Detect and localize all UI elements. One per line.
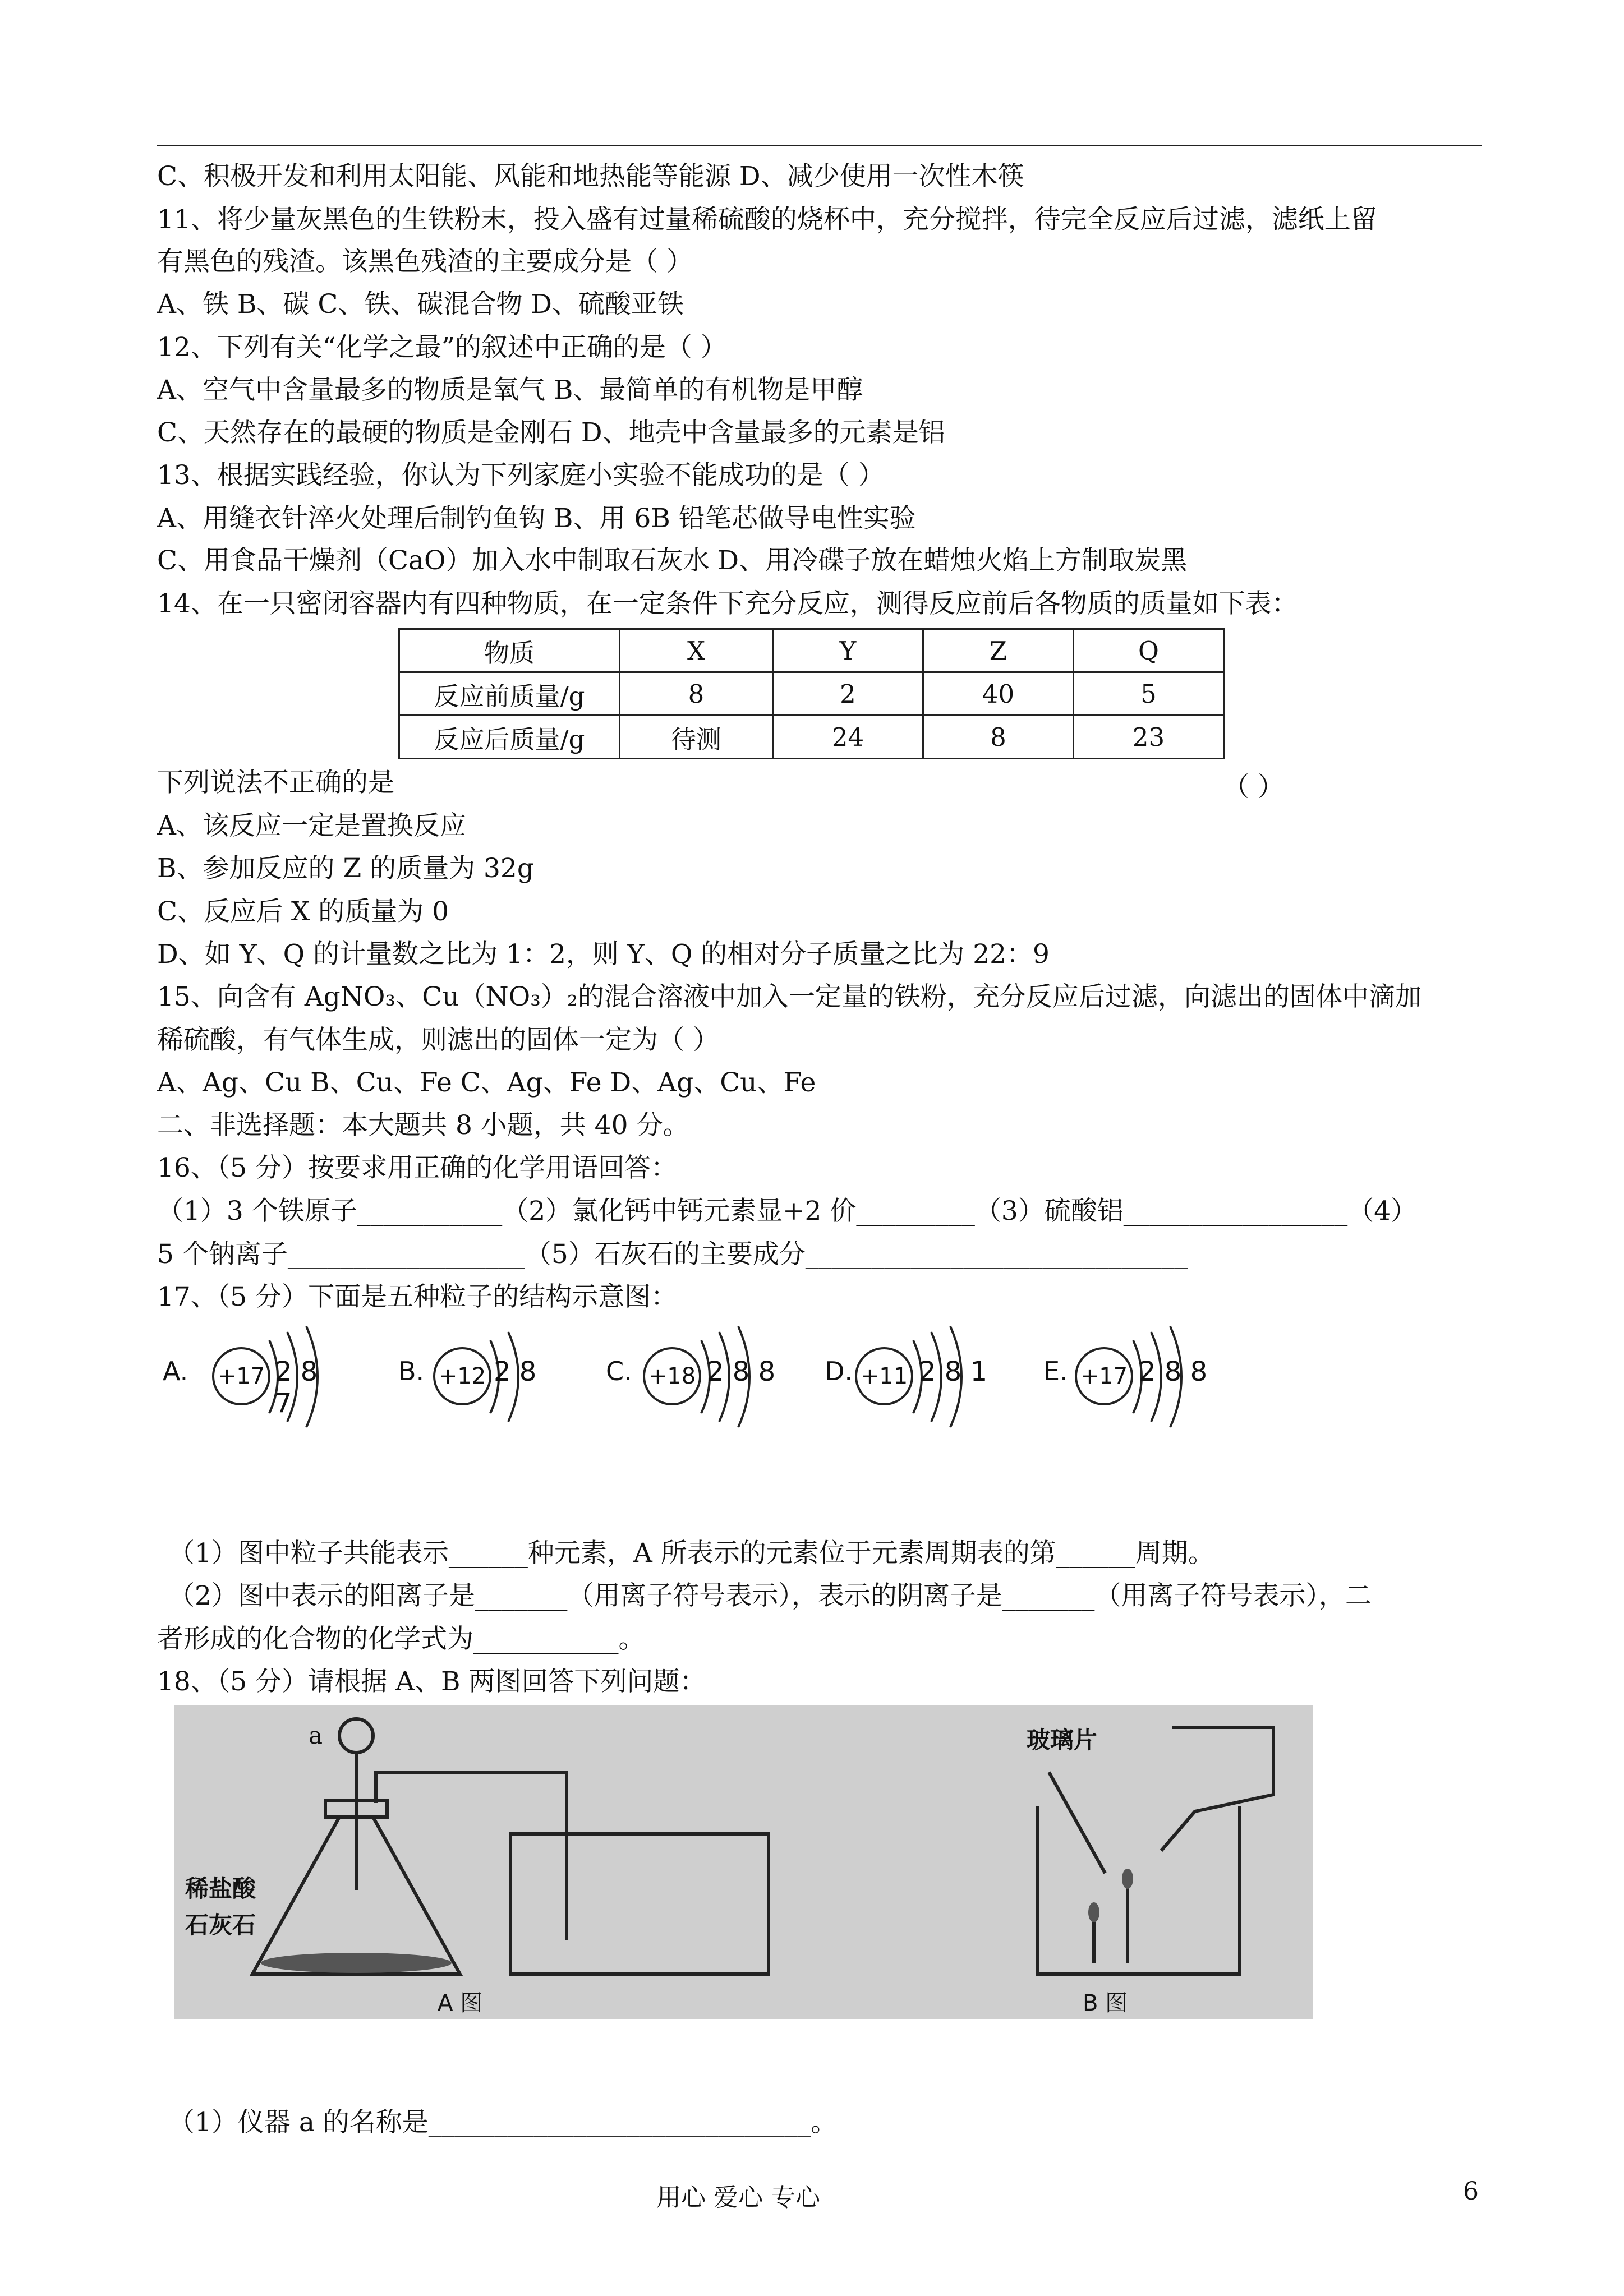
atom-electrons: 2 8 1 <box>919 1356 988 1387</box>
q14-option-d: D、如 Y、Q 的计量数之比为 1：2，则 Y、Q 的相对分子质量之比为 22：9 <box>157 939 1050 970</box>
footer-motto: 用心 爱心 专心 <box>656 2183 820 2212</box>
q14-option-b: B、参加反应的 Z 的质量为 32g <box>157 853 534 884</box>
q17-stem: 17、（5 分）下面是五种粒子的结构示意图： <box>157 1281 678 1312</box>
label-limestone: 石灰石 <box>185 1911 256 1939</box>
table-row <box>399 629 1224 672</box>
atom-diagram-d <box>825 1312 1004 1447</box>
table-cell: 待测 <box>620 716 773 759</box>
atom-label: D. <box>825 1356 853 1386</box>
atom-label: C. <box>606 1356 632 1386</box>
atom-diagram-c <box>606 1312 785 1447</box>
table-cell: Z <box>923 629 1074 672</box>
q13-options-ab: A、用缝衣针淬火处理后制钓鱼钩 B、用 6B 铅笔芯做导电性实验 <box>157 503 916 534</box>
atom-electrons: 2 8 8 <box>707 1356 776 1387</box>
q12-stem: 12、下列有关“化学之最”的叙述中正确的是（ ） <box>157 332 727 363</box>
header-rule <box>157 145 1482 146</box>
q10-option-cd: C、积极开发和利用太阳能、风能和地热能等能源 D、减少使用一次性木筷 <box>157 161 1024 192</box>
q11-stem-2: 有黑色的残渣。该黑色残渣的主要成分是（ ） <box>157 246 693 277</box>
q14-option-c: C、反应后 X 的质量为 0 <box>157 896 449 927</box>
table-cell: 反应后质量/g <box>399 716 620 759</box>
table-cell: 2 <box>773 672 923 716</box>
table-cell: Q <box>1074 629 1224 672</box>
table-row <box>399 672 1224 716</box>
q17-part-2b: 者形成的化合物的化学式为___________。 <box>157 1624 645 1654</box>
atom-diagram-e <box>1043 1312 1223 1447</box>
q15-stem-1: 15、向含有 AgNO₃、Cu（NO₃）₂的混合溶液中加入一定量的铁粉，充分反应后过滤，向滤出的固体中滴加 <box>157 981 1421 1012</box>
table-cell: 8 <box>620 672 773 716</box>
q15-options: A、Ag、Cu B、Cu、Fe C、Ag、Fe D、Ag、Cu、Fe <box>157 1067 816 1098</box>
atom-label: A. <box>163 1356 188 1386</box>
q11-options: A、铁 B、碳 C、铁、碳混合物 D、硫酸亚铁 <box>157 289 684 320</box>
table-cell: 5 <box>1074 672 1224 716</box>
q16-blanks-2: 5 个钠离子__________________（5）石灰石的主要成分_____________________________ <box>157 1239 1188 1270</box>
atom-label: B. <box>398 1356 425 1386</box>
atom-structure-diagrams <box>163 1312 1229 1447</box>
q14-option-a: A、该反应一定是置换反应 <box>157 810 466 841</box>
atom-electrons: 2 8 8 <box>1139 1356 1208 1387</box>
atom-label: E. <box>1043 1356 1068 1386</box>
q13-stem: 13、根据实践经验，你认为下列家庭小实验不能成功的是（ ） <box>157 460 885 491</box>
caption-figure-a: A 图 <box>438 1990 483 2016</box>
table-cell: 反应前质量/g <box>399 672 620 716</box>
q12-options-ab: A、空气中含量最多的物质是氧气 B、最简单的有机物是甲醇 <box>157 375 863 405</box>
label-dilute-hcl: 稀盐酸 <box>185 1875 256 1902</box>
label-instrument-a: a <box>309 1722 323 1749</box>
table-cell: 40 <box>923 672 1074 716</box>
q14-prompt: 下列说法不正确的是 <box>157 767 394 798</box>
q17-part-1: （1）图中粒子共能表示______种元素，A 所表示的元素位于元素周期表的第______周期。 <box>168 1538 1214 1569</box>
table-cell: 物质 <box>399 629 620 672</box>
lab-apparatus-icon <box>174 1705 1313 2019</box>
table-row <box>399 716 1224 759</box>
q12-options-cd: C、天然存在的最硬的物质是金刚石 D、地壳中含量最多的元素是铝 <box>157 417 945 448</box>
lab-apparatus-figure <box>174 1705 1313 2019</box>
q18-stem: 18、（5 分）请根据 A、B 两图回答下列问题： <box>157 1666 706 1697</box>
atom-electrons: 2 8 <box>494 1356 537 1387</box>
caption-figure-b: B 图 <box>1083 1990 1128 2016</box>
answer-paren: （ ） <box>1223 772 1284 803</box>
atom-nucleus: +17 <box>212 1347 270 1405</box>
q13-options-cd: C、用食品干燥剂（CaO）加入水中制取石灰水 D、用冷碟子放在蜡烛火焰上方制取炭黑 <box>157 545 1188 576</box>
q16-blanks-1: （1）3 个铁原子___________（2）氯化钙中钙元素显+2 价_________（3）硫酸铝_________________（4） <box>157 1196 1418 1227</box>
atom-nucleus: +11 <box>855 1347 913 1405</box>
q11-stem-1: 11、将少量灰黑色的生铁粉末，投入盛有过量稀硫酸的烧杯中，充分搅拌，待完全反应后过滤，滤纸上留 <box>157 204 1377 235</box>
q17-part-2a: （2）图中表示的阳离子是_______（用离子符号表示），表示的阴离子是_______（用离子符号表示），二 <box>168 1580 1372 1611</box>
atom-nucleus: +12 <box>433 1347 491 1405</box>
table-cell: Y <box>773 629 923 672</box>
atom-nucleus: +18 <box>643 1347 701 1405</box>
page-number: 6 <box>1463 2177 1479 2206</box>
atom-diagram-a <box>163 1312 342 1447</box>
atom-diagram-b <box>398 1312 578 1447</box>
section-two-heading: 二、非选择题：本大题共 8 小题，共 40 分。 <box>157 1110 689 1141</box>
mass-table <box>398 628 1225 759</box>
atom-electrons: 2 8 7 <box>275 1356 318 1419</box>
table-cell: 24 <box>773 716 923 759</box>
table-cell: X <box>620 629 773 672</box>
label-glass-plate: 玻璃片 <box>1027 1726 1098 1754</box>
q18-part-1: （1）仪器 a 的名称是_____________________________。 <box>168 2107 838 2138</box>
atom-nucleus: +17 <box>1075 1347 1133 1405</box>
q16-stem: 16、（5 分）按要求用正确的化学用语回答： <box>157 1152 678 1183</box>
table-cell: 8 <box>923 716 1074 759</box>
q15-stem-2: 稀硫酸，有气体生成，则滤出的固体一定为（ ） <box>157 1025 719 1055</box>
table-cell: 23 <box>1074 716 1224 759</box>
q14-stem: 14、在一只密闭容器内有四种物质，在一定条件下充分反应，测得反应前后各物质的质量如下表： <box>157 588 1298 619</box>
